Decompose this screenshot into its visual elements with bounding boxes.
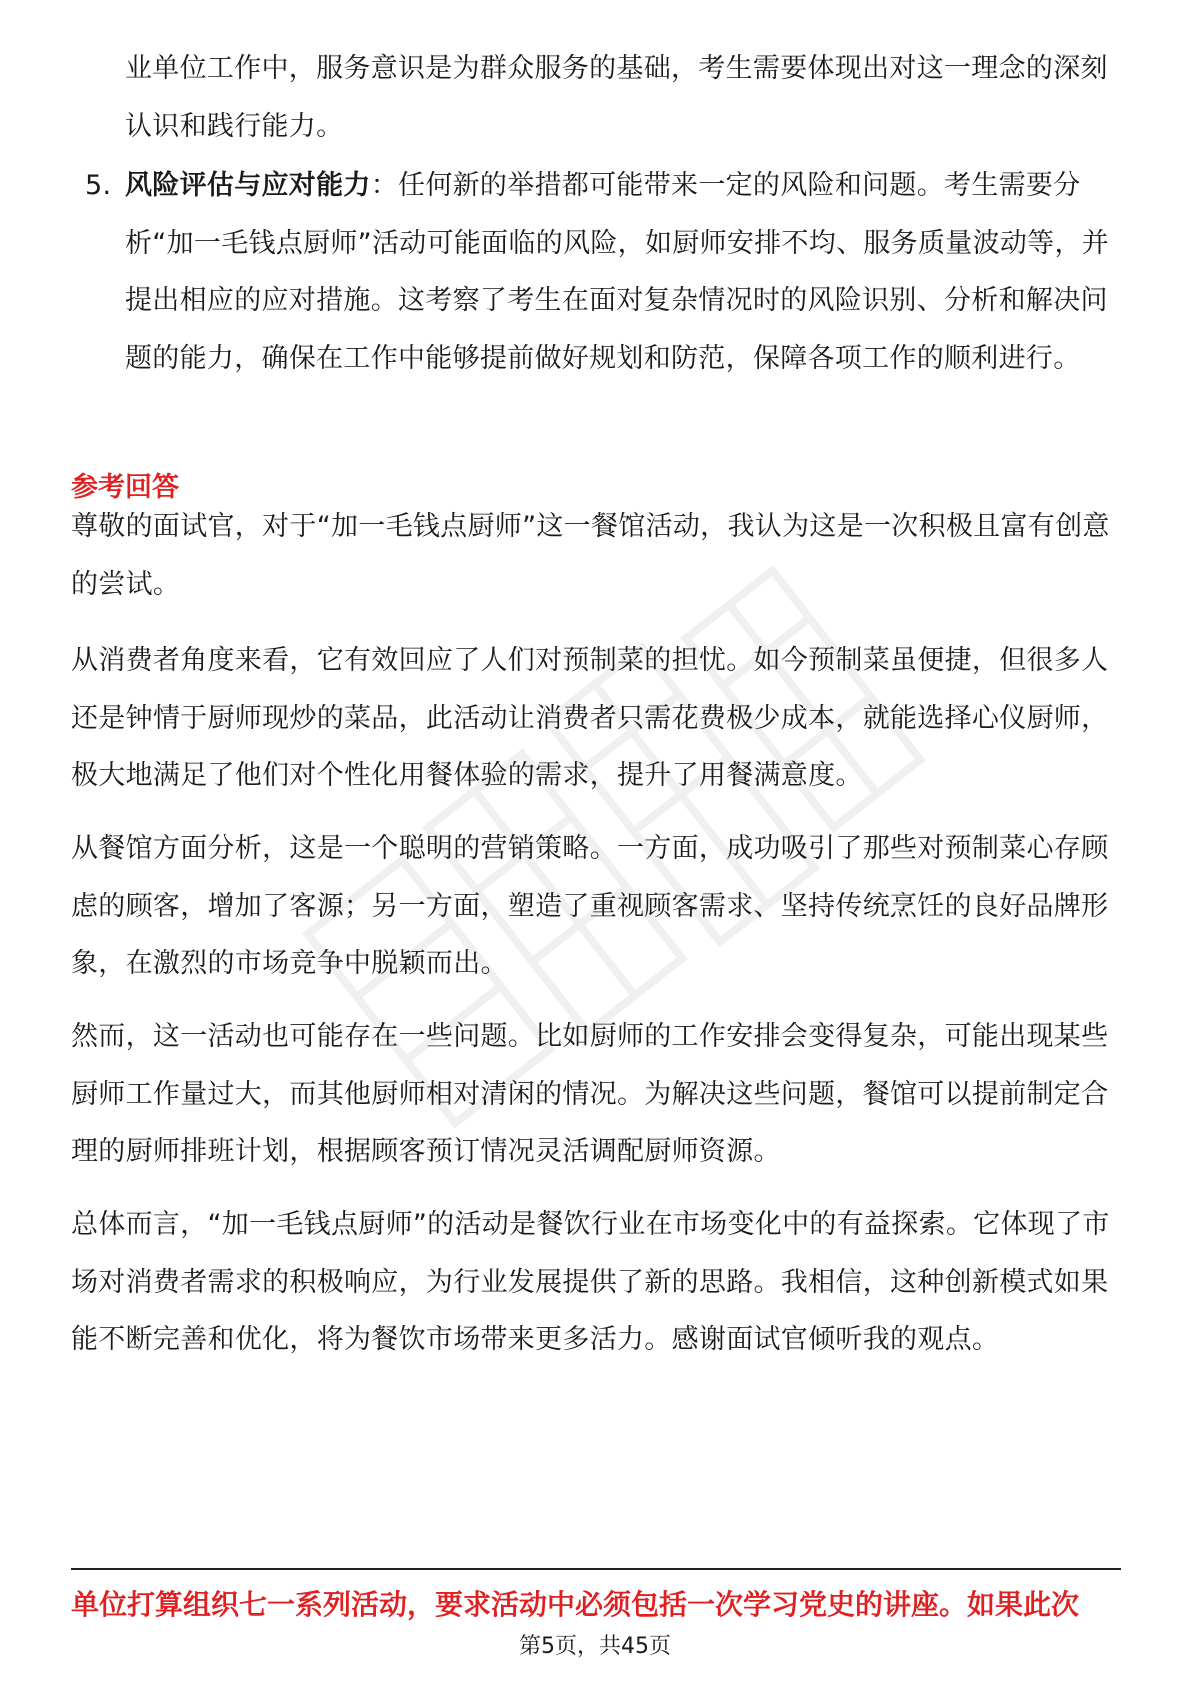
next-question-banner: 单位打算组织七一系列活动，要求活动中必须包括一次学习党史的讲座。如果此次 [71, 1588, 1080, 1621]
list-item-number: 5. [85, 170, 112, 201]
answer-paragraph-4: 然而，这一活动也可能存在一些问题。比如厨师的工作安排会变得复杂，可能出现某些厨师工作量过大，而其他厨师相对清闲的情况。为解决这些问题，餐馆可以提前制定合理的厨师排班计划，根据顾客预订情况灵活调配厨师资源。 [71, 1021, 1109, 1167]
list-item-5 [85, 157, 1120, 387]
list-item-body [125, 157, 1120, 387]
page-number: 第5页，共45页 [519, 1634, 671, 1659]
list-item-text: 任何新的举措都可能带来一定的风险和问题。考生需要分析“加一毛钱点厨师”活动可能面临的风险，如厨师安排不均、服务质量波动等，并提出相应的应对措施。这考察了考生在面对复杂情况时的风险识别、分析和解决问题的能力，确保在工作中能够提前做好规划和防范，保障各项工作的顺利进行。 [125, 170, 1110, 374]
reference-answer-heading: 参考回答 [71, 472, 179, 503]
footer-divider [71, 1568, 1121, 1570]
list-item-colon: ： [370, 170, 399, 201]
answer-paragraph-1: 尊敬的面试官，对于“加一毛钱点厨师”这一餐馆活动，我认为这是一次积极且富有创意的尝试。 [71, 511, 1110, 600]
list-item-continuation [125, 40, 1120, 155]
answer-paragraph-3: 从餐馆方面分析，这是一个聪明的营销策略。一方面，成功吸引了那些对预制菜心存顾虑的顾客，增加了客源；另一方面，塑造了重视顾客需求、坚持传统烹饪的良好品牌形象，在激烈的市场竞争中脱颖而出。 [71, 833, 1109, 979]
list-item-lead: 风险评估与应对能力 [125, 170, 371, 201]
answer-paragraph-2: 从消费者角度来看，它有效回应了人们对预制菜的担忧。如今预制菜虽便捷，但很多人还是钟情于厨师现炒的菜品，此活动让消费者只需花费极少成本，就能选择心仪厨师，极大地满足了他们对个性化用餐体验的需求，提升了用餐满意度。 [71, 645, 1109, 791]
answer-paragraph-5: 总体而言，“加一毛钱点厨师”的活动是餐饮行业在市场变化中的有益探索。它体现了市场对消费者需求的积极响应，为行业发展提供了新的思路。我相信，这种创新模式如果能不断完善和优化，将为餐饮市场带来更多活力。感谢面试官倾听我的观点。 [71, 1209, 1110, 1355]
list-continuation-text: 业单位工作中，服务意识是为群众服务的基础，考生需要体现出对这一理念的深刻认识和践行能力。 [125, 53, 1108, 142]
